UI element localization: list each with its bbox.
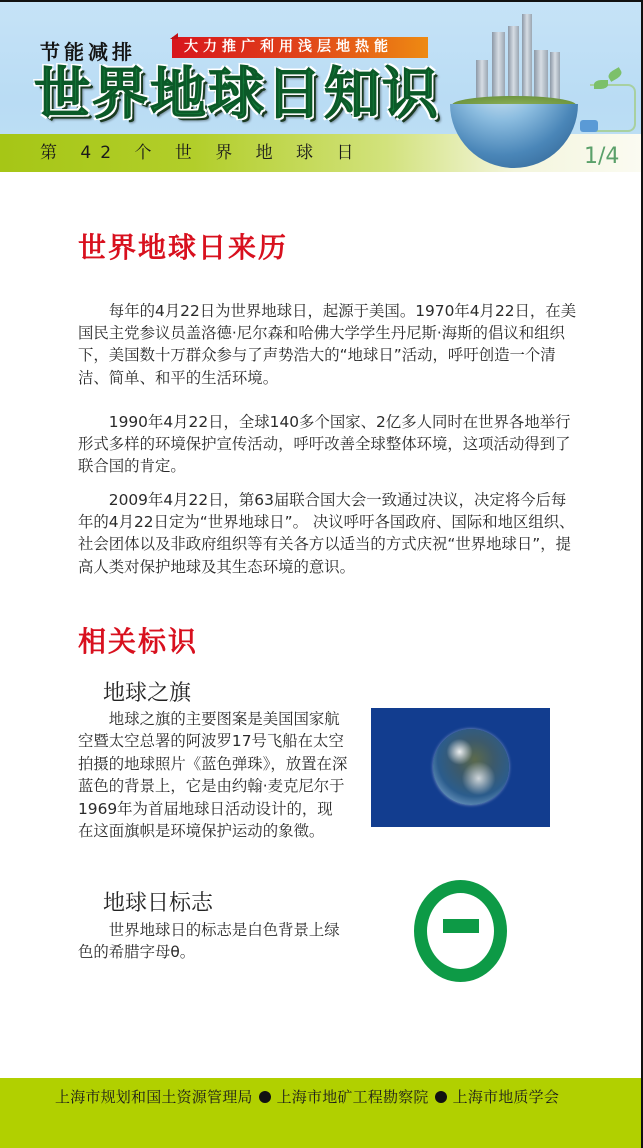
earth-flag-image (371, 708, 550, 827)
plug-icon (580, 120, 598, 132)
symbols-section-title: 相关标识 (78, 625, 199, 658)
footer-orgs (55, 1086, 559, 1107)
skyscraper-icon (492, 32, 505, 102)
leaf-icon (594, 80, 608, 89)
header-slogan: 节能减排 (40, 40, 136, 64)
history-paragraph: 2009年4月22日，第63届联合国大会一致通过决议，决定将今后每年的4月22日定为“世界地球日”。 决议呼吁各国政府、国际和地区组织、社会团体以及非政府组织等有关各方以适当的方式庆祝“世界地球日”，提高人类对保护地球及其生态环境的意识。 (78, 491, 575, 576)
bullet-dot-icon (435, 1091, 447, 1103)
earth-day-symbol-title: 地球日标志 (103, 891, 214, 916)
footer-org: 上海市规划和国土资源管理局 (55, 1088, 253, 1106)
skyscraper-icon (522, 14, 532, 102)
skyscraper-icon (534, 50, 548, 102)
earth-flag-title: 地球之旗 (103, 681, 192, 706)
leaf-icon (607, 67, 624, 82)
bullet-dot-icon (259, 1091, 271, 1103)
page-title: 世界地球日知识 (34, 62, 440, 127)
history-paragraph: 每年的4月22日为世界地球日，起源于美国。1970年4月22日，在美国民主党参议员盖洛德·尼尔森和哈佛大学学生丹尼斯·海斯的倡议和组织下，美国数十万群众参与了声势浩大的“地球日”活动，呼吁创造一个清洁、简单、和平的生活环境。 (78, 302, 577, 387)
page-indicator: 1/4 (584, 144, 620, 169)
skyscraper-icon (550, 52, 560, 102)
header-banner (0, 0, 643, 172)
frame-border-top (0, 0, 643, 2)
theta-bar (443, 919, 479, 933)
header-tagline-banner: 大力推广利用浅层地热能 (172, 37, 428, 58)
earth-flag-description: 地球之旗的主要图案是美国国家航空暨太空总署的阿波罗17号飞船在太空拍摄的地球照片《蓝色弹珠》，放置在深蓝色的背景上，它是由约翰·麦克尼尔于1969年为首届地球日活动设计的，现在这面旗帜是环境保护运动的象徵。 (78, 710, 348, 841)
history-paragraph: 1990年4月22日，全球140多个国家、2亿多人同时在世界各地举行形式多样的环境保护宣传活动，呼吁改善全球整体环境，这项活动得到了联合国的肯定。 (78, 413, 571, 476)
header-subtitle: 第 42 个 世 界 地 球 日 (40, 143, 363, 163)
footer-org: 上海市地矿工程勘察院 (276, 1088, 429, 1106)
skyscraper-icon (476, 60, 488, 102)
history-section-title: 世界地球日来历 (78, 231, 289, 264)
theta-symbol-icon (414, 880, 507, 982)
earth-day-symbol-description: 世界地球日的标志是白色背景上绿色的希腊字母θ。 (78, 921, 340, 962)
skyscraper-icon (508, 26, 519, 102)
earth-globe-icon (433, 729, 509, 805)
footer (0, 1078, 643, 1148)
footer-org: 上海市地质学会 (452, 1088, 560, 1106)
